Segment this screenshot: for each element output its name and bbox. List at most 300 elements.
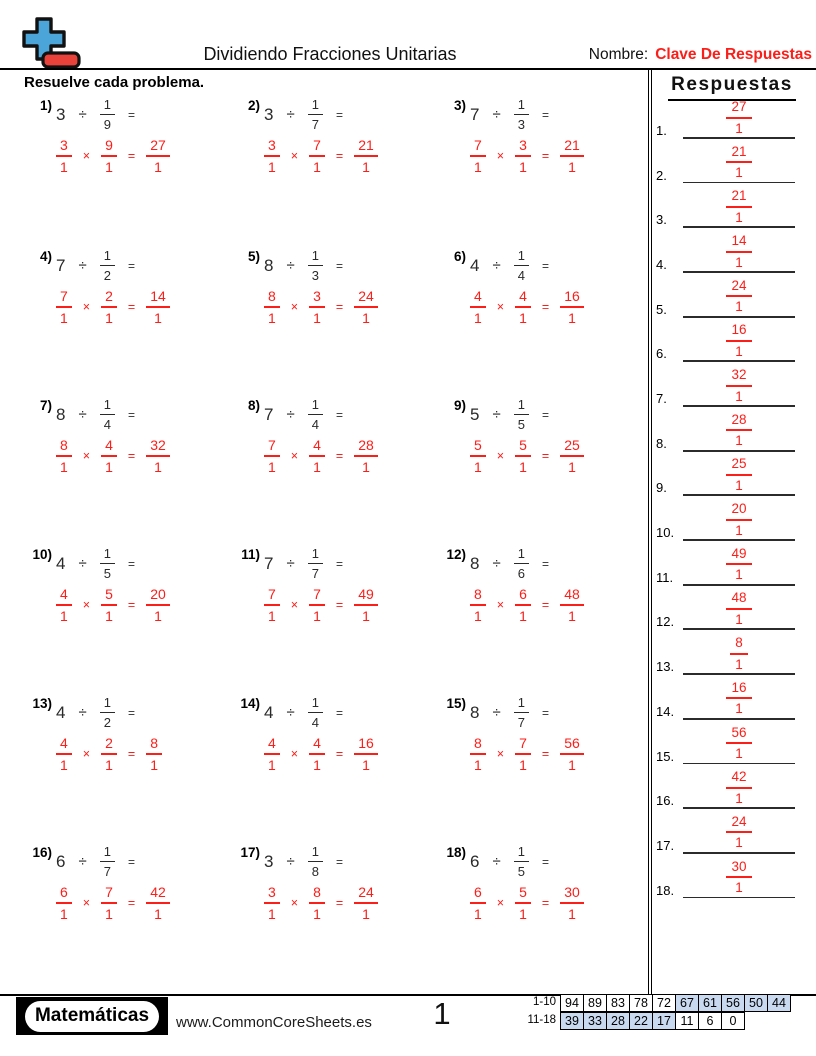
answer-blank-line xyxy=(683,897,795,899)
solution-equation xyxy=(470,587,647,623)
fraction-numerator: 2 xyxy=(101,289,117,308)
fraction-denominator: 1 xyxy=(313,608,321,624)
fraction-denominator: 1 xyxy=(313,906,321,922)
reciprocal-fraction xyxy=(101,289,117,325)
fraction-numerator: 56 xyxy=(726,726,751,745)
fraction-denominator: 1 xyxy=(362,757,370,773)
fraction-denominator: 1 xyxy=(362,159,370,175)
reciprocal-fraction xyxy=(309,438,325,474)
minus-shape xyxy=(43,53,79,67)
fraction-denominator: 1 xyxy=(568,608,576,624)
fraction-numerator: 24 xyxy=(354,289,378,308)
fraction-denominator: 1 xyxy=(154,159,162,175)
website-url: www.CommonCoreSheets.es xyxy=(176,1014,372,1031)
fraction-denominator: 2 xyxy=(103,715,111,730)
fraction-numerator: 8 xyxy=(56,438,72,457)
reciprocal-fraction xyxy=(515,289,531,325)
fraction-denominator: 1 xyxy=(735,567,743,583)
score-cell: 83 xyxy=(606,994,630,1012)
fraction-numerator: 1 xyxy=(514,398,529,415)
division-equation xyxy=(470,547,549,580)
name-label: Nombre: xyxy=(588,46,649,63)
answer-number: 18. xyxy=(656,882,675,898)
equals-sign: = xyxy=(541,705,549,720)
fraction-denominator: 3 xyxy=(517,117,525,132)
problem xyxy=(236,696,441,772)
problem xyxy=(28,398,233,474)
score-cell: 11 xyxy=(675,1012,699,1030)
equals-sign: = xyxy=(127,896,136,910)
fraction-numerator: 8 xyxy=(309,885,325,904)
fraction-denominator: 4 xyxy=(517,268,525,283)
problem-equation-row xyxy=(442,696,647,729)
fraction-denominator: 1 xyxy=(105,159,113,175)
fraction-denominator: 1 xyxy=(60,159,68,175)
fraction-denominator: 1 xyxy=(313,159,321,175)
fraction-numerator: 30 xyxy=(560,885,584,904)
problem-number: 8) xyxy=(247,398,260,413)
solution-equation xyxy=(470,138,647,174)
equals-sign: = xyxy=(541,896,550,910)
divide-operator: ÷ xyxy=(492,704,501,721)
problem-number: 18) xyxy=(446,845,466,860)
problem-number: 9) xyxy=(453,398,466,413)
fraction-denominator: 5 xyxy=(103,566,111,581)
answer-fraction xyxy=(354,138,378,174)
equals-sign: = xyxy=(335,556,343,571)
fraction-denominator: 1 xyxy=(735,835,743,851)
fraction-numerator: 20 xyxy=(146,587,170,606)
dividend-as-fraction xyxy=(264,438,280,474)
equals-sign: = xyxy=(127,747,136,761)
fraction-denominator: 1 xyxy=(362,906,370,922)
fraction-denominator: 1 xyxy=(474,159,482,175)
dividend: 4 xyxy=(56,702,66,722)
answer-fraction xyxy=(354,289,378,325)
multiply-operator: × xyxy=(496,896,505,910)
problem-number: 4) xyxy=(39,249,52,264)
answer-fraction xyxy=(146,587,170,623)
fraction-denominator: 7 xyxy=(311,566,319,581)
divide-operator: ÷ xyxy=(492,853,501,870)
answer-number: 9. xyxy=(656,480,667,496)
dividend-as-fraction xyxy=(470,289,486,325)
dividend-as-fraction xyxy=(56,289,72,325)
equals-sign: = xyxy=(127,598,136,612)
equals-sign: = xyxy=(127,556,135,571)
equals-sign: = xyxy=(541,598,550,612)
division-equation xyxy=(470,98,549,131)
problem-equation-row xyxy=(236,547,441,580)
answer-blank-line xyxy=(683,807,795,809)
dividend-as-fraction xyxy=(264,736,280,772)
fraction-numerator: 4 xyxy=(101,438,117,457)
problem-equation-row xyxy=(442,547,647,580)
fraction-denominator: 1 xyxy=(268,608,276,624)
reciprocal-fraction xyxy=(101,885,117,921)
divide-operator: ÷ xyxy=(78,406,87,423)
multiply-operator: × xyxy=(290,300,299,314)
score-cell: 56 xyxy=(721,994,745,1012)
fraction-denominator: 1 xyxy=(519,608,527,624)
fraction-numerator: 49 xyxy=(354,587,378,606)
fraction-numerator: 7 xyxy=(264,438,280,457)
fraction-denominator: 1 xyxy=(519,310,527,326)
division-equation xyxy=(264,249,343,282)
answer-fraction xyxy=(560,138,584,174)
answer-fraction xyxy=(146,138,170,174)
division-equation xyxy=(56,98,135,131)
score-cell: 61 xyxy=(698,994,722,1012)
fraction-numerator: 30 xyxy=(726,860,751,879)
solution-equation xyxy=(56,138,233,174)
problem-equation-row xyxy=(442,98,647,131)
divide-operator: ÷ xyxy=(78,555,87,572)
division-equation xyxy=(264,845,343,878)
answer-number: 10. xyxy=(656,525,675,541)
fraction-denominator: 1 xyxy=(60,608,68,624)
equals-sign: = xyxy=(335,300,344,314)
fraction-denominator: 1 xyxy=(735,522,743,538)
fraction-numerator: 14 xyxy=(146,289,170,308)
fraction-numerator: 8 xyxy=(730,636,748,655)
fraction-numerator: 6 xyxy=(470,885,486,904)
fraction-denominator: 5 xyxy=(517,417,525,432)
reciprocal-fraction xyxy=(309,885,325,921)
answer-fraction xyxy=(683,234,795,269)
problem xyxy=(236,249,441,325)
fraction-numerator: 24 xyxy=(354,885,378,904)
answer-fraction xyxy=(683,860,795,895)
fraction-denominator: 1 xyxy=(735,254,743,270)
fraction-denominator: 1 xyxy=(362,310,370,326)
unit-fraction xyxy=(100,249,115,282)
equals-sign: = xyxy=(541,407,549,422)
fraction-numerator: 7 xyxy=(101,885,117,904)
solution-equation xyxy=(470,438,647,474)
multiply-operator: × xyxy=(290,896,299,910)
answer-fraction xyxy=(560,289,584,325)
fraction-numerator: 5 xyxy=(515,438,531,457)
answer-fraction xyxy=(354,587,378,623)
equals-sign: = xyxy=(335,896,344,910)
problem-number: 14) xyxy=(240,696,260,711)
solution-equation xyxy=(264,736,441,772)
fraction-numerator: 1 xyxy=(308,547,323,564)
reciprocal-fraction xyxy=(309,138,325,174)
fraction-denominator: 1 xyxy=(313,757,321,773)
score-cell: 67 xyxy=(675,994,699,1012)
answer-number: 5. xyxy=(656,301,667,317)
fraction-numerator: 25 xyxy=(726,457,751,476)
unit-fraction xyxy=(308,696,323,729)
problem-number: 10) xyxy=(32,547,52,562)
dividend: 5 xyxy=(470,404,480,424)
solution-equation xyxy=(56,438,233,474)
dividend-as-fraction xyxy=(56,885,72,921)
answer-fraction xyxy=(146,438,170,474)
problem-number: 17) xyxy=(240,845,260,860)
solution-equation xyxy=(56,885,233,921)
dividend-as-fraction xyxy=(470,438,486,474)
division-equation xyxy=(56,696,135,729)
unit-fraction xyxy=(100,547,115,580)
problem-equation-row xyxy=(28,845,233,878)
score-row xyxy=(561,994,791,1012)
unit-fraction xyxy=(308,547,323,580)
fraction-numerator: 20 xyxy=(726,502,751,521)
equals-sign: = xyxy=(127,449,136,463)
division-equation xyxy=(264,696,343,729)
answer-fraction xyxy=(683,145,795,180)
divide-operator: ÷ xyxy=(492,106,501,123)
equals-sign: = xyxy=(541,107,549,122)
answer-blank-line xyxy=(683,182,795,184)
fraction-denominator: 1 xyxy=(519,757,527,773)
equals-sign: = xyxy=(541,747,550,761)
answer-number: 16. xyxy=(656,793,675,809)
dividend: 3 xyxy=(264,851,274,871)
fraction-numerator: 1 xyxy=(514,249,529,266)
problem-equation-row xyxy=(28,696,233,729)
dividend: 6 xyxy=(56,851,66,871)
equals-sign: = xyxy=(127,107,135,122)
answer-blank-line xyxy=(683,852,795,854)
problem-equation-row xyxy=(28,398,233,431)
reciprocal-fraction xyxy=(101,438,117,474)
fraction-numerator: 4 xyxy=(309,736,325,755)
division-equation xyxy=(56,398,135,431)
division-equation xyxy=(264,98,343,131)
fraction-denominator: 1 xyxy=(60,906,68,922)
fraction-denominator: 1 xyxy=(568,310,576,326)
problem xyxy=(442,249,647,325)
dividend-as-fraction xyxy=(264,289,280,325)
answer-fraction xyxy=(683,547,795,582)
answer-number: 11. xyxy=(656,569,674,585)
multiply-operator: × xyxy=(496,149,505,163)
dividend: 3 xyxy=(56,104,66,124)
divide-operator: ÷ xyxy=(78,106,87,123)
equals-sign: = xyxy=(335,705,343,720)
answer-fraction xyxy=(683,636,795,671)
answer-blank-line xyxy=(683,316,795,318)
reciprocal-fraction xyxy=(515,885,531,921)
dividend: 8 xyxy=(264,255,274,275)
equals-sign: = xyxy=(127,705,135,720)
fraction-numerator: 3 xyxy=(56,138,72,157)
fraction-numerator: 5 xyxy=(101,587,117,606)
solution-equation xyxy=(56,587,233,623)
solution-equation xyxy=(264,289,441,325)
page-title: Dividiendo Fracciones Unitarias xyxy=(203,44,457,64)
fraction-numerator: 56 xyxy=(560,736,584,755)
dividend: 3 xyxy=(264,104,274,124)
problem xyxy=(442,398,647,474)
dividend-as-fraction xyxy=(264,138,280,174)
division-equation xyxy=(470,249,549,282)
score-cell: 72 xyxy=(652,994,676,1012)
fraction-numerator: 28 xyxy=(354,438,378,457)
solution-equation xyxy=(264,885,441,921)
equals-sign: = xyxy=(541,449,550,463)
fraction-numerator: 28 xyxy=(726,413,751,432)
multiply-operator: × xyxy=(82,598,91,612)
instructions-text: Resuelve cada problema. xyxy=(24,74,205,91)
fraction-numerator: 1 xyxy=(308,249,323,266)
problem xyxy=(442,845,647,921)
answer-fraction xyxy=(560,885,584,921)
fraction-numerator: 42 xyxy=(146,885,170,904)
answer-number: 7. xyxy=(656,391,667,407)
multiply-operator: × xyxy=(82,449,91,463)
fraction-denominator: 1 xyxy=(154,459,162,475)
unit-fraction xyxy=(514,696,529,729)
answer-blank-line xyxy=(683,360,795,362)
answer-number: 3. xyxy=(656,212,667,228)
multiply-operator: × xyxy=(290,449,299,463)
problem-number: 6) xyxy=(453,249,466,264)
fraction-numerator: 49 xyxy=(726,547,751,566)
fraction-numerator: 3 xyxy=(309,289,325,308)
solution-equation xyxy=(264,438,441,474)
reciprocal-fraction xyxy=(101,138,117,174)
fraction-denominator: 1 xyxy=(735,388,743,404)
fraction-numerator: 24 xyxy=(726,815,751,834)
fraction-numerator: 8 xyxy=(264,289,280,308)
fraction-denominator: 1 xyxy=(474,906,482,922)
unit-fraction xyxy=(100,696,115,729)
answer-fraction xyxy=(354,438,378,474)
fraction-denominator: 9 xyxy=(103,117,111,132)
problem-number: 2) xyxy=(247,98,260,113)
reciprocal-fraction xyxy=(309,736,325,772)
name-row xyxy=(589,46,812,64)
fraction-numerator: 16 xyxy=(726,681,751,700)
multiply-operator: × xyxy=(290,149,299,163)
answer-number: 8. xyxy=(656,435,667,451)
dividend: 4 xyxy=(264,702,274,722)
dividend-as-fraction xyxy=(264,587,280,623)
dividend: 7 xyxy=(470,104,480,124)
problem xyxy=(28,696,233,772)
fraction-denominator: 1 xyxy=(735,746,743,762)
unit-fraction xyxy=(308,98,323,131)
fraction-numerator: 4 xyxy=(56,587,72,606)
multiply-operator: × xyxy=(496,300,505,314)
fraction-denominator: 1 xyxy=(474,459,482,475)
problem-equation-row xyxy=(236,98,441,131)
score-cell: 94 xyxy=(560,994,584,1012)
equals-sign: = xyxy=(127,300,136,314)
equals-sign: = xyxy=(335,854,343,869)
dividend: 4 xyxy=(470,255,480,275)
answer-fraction xyxy=(683,279,795,314)
dividend: 6 xyxy=(470,851,480,871)
fraction-numerator: 21 xyxy=(560,138,584,157)
equals-sign: = xyxy=(335,107,343,122)
answer-fraction xyxy=(683,591,795,626)
reciprocal-fraction xyxy=(309,587,325,623)
fraction-numerator: 4 xyxy=(264,736,280,755)
score-row xyxy=(561,1012,745,1030)
equals-sign: = xyxy=(335,407,343,422)
answer-blank-line xyxy=(683,137,795,139)
reciprocal-fraction xyxy=(309,289,325,325)
fraction-denominator: 4 xyxy=(103,417,111,432)
fraction-numerator: 1 xyxy=(100,98,115,115)
multiply-operator: × xyxy=(82,149,91,163)
reciprocal-fraction xyxy=(515,736,531,772)
unit-fraction xyxy=(100,98,115,131)
equals-sign: = xyxy=(127,854,135,869)
fraction-numerator: 1 xyxy=(100,249,115,266)
answer-fraction xyxy=(683,457,795,492)
problem xyxy=(236,547,441,623)
problem-equation-row xyxy=(236,398,441,431)
fraction-denominator: 1 xyxy=(268,459,276,475)
solution-equation xyxy=(470,289,647,325)
answers-panel-title: Respuestas xyxy=(656,74,808,101)
divide-operator: ÷ xyxy=(286,106,295,123)
solution-equation xyxy=(470,736,647,772)
unit-fraction xyxy=(514,547,529,580)
answer-number: 6. xyxy=(656,346,667,362)
answer-fraction xyxy=(354,736,378,772)
dividend-as-fraction xyxy=(470,736,486,772)
fraction-denominator: 1 xyxy=(362,608,370,624)
fraction-denominator: 1 xyxy=(105,310,113,326)
fraction-numerator: 1 xyxy=(100,696,115,713)
fraction-numerator: 1 xyxy=(100,845,115,862)
problem-number: 13) xyxy=(32,696,52,711)
score-cell: 44 xyxy=(767,994,791,1012)
answer-fraction xyxy=(146,736,162,772)
divide-operator: ÷ xyxy=(492,555,501,572)
fraction-numerator: 7 xyxy=(264,587,280,606)
fraction-numerator: 7 xyxy=(470,138,486,157)
fraction-denominator: 1 xyxy=(735,477,743,493)
answer-blank-line xyxy=(683,405,795,407)
unit-fraction xyxy=(514,98,529,131)
fraction-numerator: 48 xyxy=(726,591,751,610)
answer-blank-line xyxy=(683,628,795,630)
problem xyxy=(236,845,441,921)
fraction-denominator: 1 xyxy=(474,608,482,624)
fraction-numerator: 8 xyxy=(470,736,486,755)
division-equation xyxy=(264,547,343,580)
problem-equation-row xyxy=(442,845,647,878)
fraction-denominator: 1 xyxy=(313,459,321,475)
dividend-as-fraction xyxy=(470,587,486,623)
dividend: 7 xyxy=(264,553,274,573)
fraction-numerator: 2 xyxy=(101,736,117,755)
answer-fraction xyxy=(560,587,584,623)
fraction-numerator: 27 xyxy=(726,100,751,119)
divide-operator: ÷ xyxy=(286,704,295,721)
fraction-denominator: 1 xyxy=(519,459,527,475)
fraction-denominator: 3 xyxy=(311,268,319,283)
fraction-denominator: 1 xyxy=(60,459,68,475)
answer-number: 1. xyxy=(656,123,667,138)
answer-blank-line xyxy=(683,673,795,675)
unit-fraction xyxy=(100,845,115,878)
answer-fraction xyxy=(146,289,170,325)
answer-fraction xyxy=(683,368,795,403)
answer-blank-line xyxy=(683,584,795,586)
division-equation xyxy=(56,547,135,580)
score-cell: 89 xyxy=(583,994,607,1012)
